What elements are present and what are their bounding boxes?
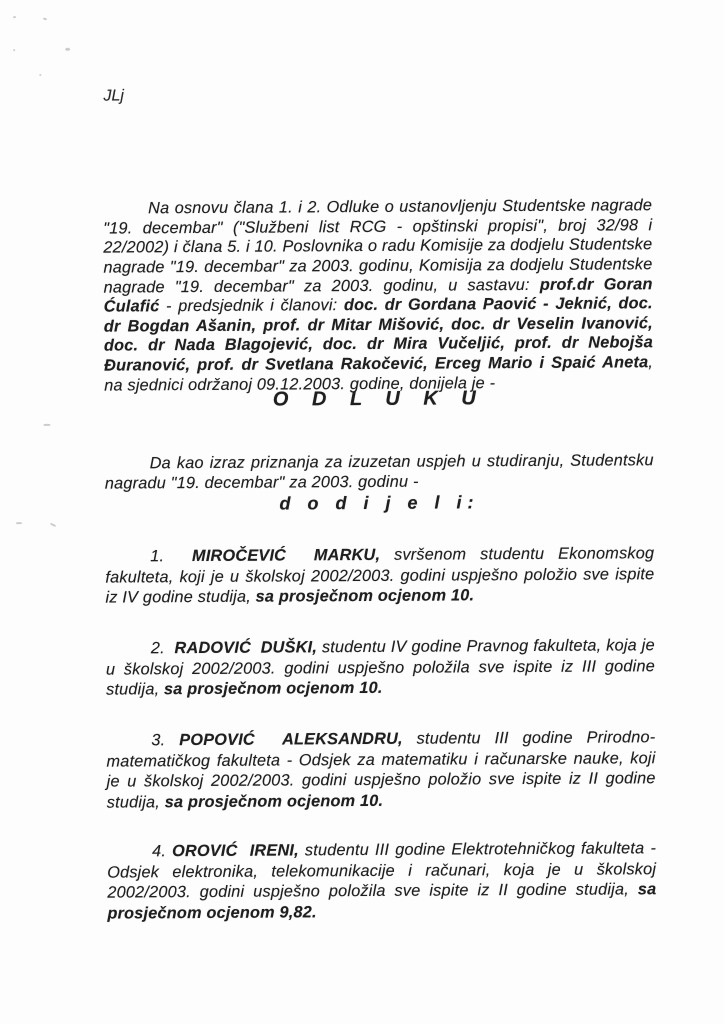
- text-segment: prof.dr Goran Ćulafić: [103, 274, 653, 316]
- scan-speckle: [65, 48, 70, 51]
- scan-speckle: [16, 522, 22, 524]
- scan-speckle: [43, 424, 50, 426]
- preamble-paragraph: Da kao izraz priznanja za izuzetan uspjeh u studiranju, Studentsku nagradu "19. decembar" za 2003. godinu -: [104, 451, 654, 493]
- scan-speckle: [50, 523, 56, 528]
- text-segment: MIROČEVIĆ MARKU,: [191, 546, 381, 566]
- text-segment: sa prosječnom ocjenom 9,82.: [107, 880, 657, 923]
- award-item-2: [106, 636, 655, 701]
- text-segment: 1.: [150, 547, 193, 566]
- text-segment: svršenom studentu Ekonomskog fakulteta, koji je u školskoj 2002/2003. godini uspješno položio sve ispite iz IV godine studija,: [105, 544, 655, 608]
- award-item-4: [107, 839, 656, 925]
- text-segment: POPOVIĆ ALEKSANDRU,: [179, 730, 403, 750]
- scan-speckle: [13, 49, 15, 51]
- award-heading: d o d i j e l i:: [279, 492, 480, 514]
- text-segment: sa prosječnom ocjenom 10.: [255, 586, 475, 607]
- text-segment: sa prosječnom ocjenom 10.: [163, 679, 383, 699]
- text-segment: 2.: [150, 639, 175, 658]
- handwritten-mark: JLj: [103, 87, 124, 105]
- award-item-3: [106, 728, 655, 814]
- decision-heading: O D L U K U: [272, 387, 485, 411]
- text-segment: - predsjednik i članovi:: [159, 296, 344, 316]
- text-segment: 4.: [152, 842, 173, 861]
- text-segment: Na osnovu člana 1. i 2. Odluke o ustanovljenju Studentske nagrade "19. decembar" ("Službeni list RCG - opštinski propisi", broj 32/98 i 22/2002) i člana 5. i 10. Poslovnika o radu Komisije za dodjelu Studentske nagrade "19. decembar" za 2003. godinu, Komisija za dodjelu Studentske nagrade "19. decembar" za 2003. godinu, u sastavu:: [103, 196, 653, 297]
- text-segment: , na sjednici održanoj 09.12.2003. godine, donijela je -: [104, 353, 654, 395]
- scan-speckle: [43, 17, 47, 20]
- text-segment: sa prosječnom ocjenom 10.: [164, 791, 384, 812]
- award-item-1: [105, 544, 654, 609]
- text-segment: studentu IV godine Pravnog fakulteta, koja je u školskoj 2002/2003. godini uspješno položila sve ispite iz III godine studija,: [105, 636, 656, 700]
- text-segment: 3.: [151, 731, 180, 750]
- text-segment: RADOVIĆ DUŠKI,: [174, 638, 318, 658]
- text-segment: studentu III godine Elektrotehničkog fakulteta - Odsjek elektronika, telekomunikacije i računari, koja je u školskoj 2002/2003. godini uspješno položila sve ispite iz II godine studija,: [107, 839, 657, 903]
- scan-speckle: [39, 74, 41, 76]
- text-segment: OROVIĆ IRENI,: [172, 841, 299, 861]
- intro-paragraph: [103, 197, 653, 396]
- scan-speckle: [13, 16, 16, 18]
- text-segment: doc. dr Gordana Paović - Jeknić, doc. dr Bogdan Ašanin, prof. dr Mitar Mišović, doc. dr Veselin Ivanović, doc. dr Nada Blagojević, doc. dr Mira Vučeljić, prof. dr Nebojša Đuranović, prof. dr Svetlana Rakočević, Erceg Mario i Spaić Aneta: [103, 294, 654, 375]
- text-segment: studentu III godine Prirodno-matematičkog fakulteta - Odsjek za matematiku i računarske nauke, koji je u školskoj 2002/2003. godini uspješno položio sve ispite iz II godine studija,: [106, 728, 656, 812]
